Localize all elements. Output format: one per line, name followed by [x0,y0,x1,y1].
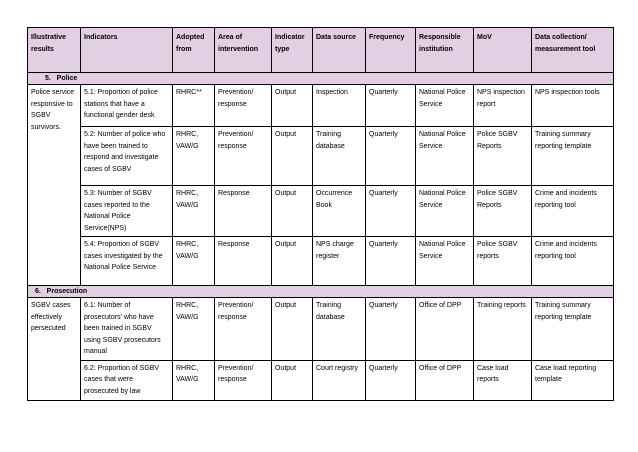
tool-cell: Crime and incidents reporting tool [532,186,614,237]
adopted-cell: RHRC, VAW/G [173,237,215,286]
header-responsible-institution: Responsible institution [416,28,474,73]
adopted-cell: RHRC** [173,85,215,127]
area-cell: Prevention/ response [215,127,272,186]
source-cell: Training database [313,127,366,186]
frequency-cell: Quarterly [366,237,416,286]
table-row [28,298,614,361]
header-area-of-intervention: Area of intervention [215,28,272,73]
source-cell: NPS charge register [313,237,366,286]
type-cell: Output [272,237,313,286]
document-page [27,27,613,401]
source-cell: Court registry [313,360,366,400]
mov-cell: Police SGBV Reports [474,127,532,186]
tool-cell: NPS inspection tools [532,85,614,127]
mov-cell: Training reports [474,298,532,361]
adopted-cell: RHRC, VAW/G [173,127,215,186]
tool-cell: Case load reporting template [532,360,614,400]
institution-cell: National Police Service [416,127,474,186]
area-cell: Prevention/ response [215,85,272,127]
table-row [28,360,614,400]
mov-cell: Police SGBV Reports [474,186,532,237]
institution-cell: National Police Service [416,85,474,127]
tool-cell: Training summary reporting template [532,298,614,361]
institution-cell: Office of DPP [416,298,474,361]
section-title: 6. Prosecution [35,288,88,295]
mov-cell: Case load reports [474,360,532,400]
header-indicators: Indicators [81,28,173,73]
header-adopted-from: Adopted from [173,28,215,73]
frequency-cell: Quarterly [366,186,416,237]
section-row-prosecution [28,286,614,298]
header-data-source: Data source [313,28,366,73]
header-indicator-type: Indicator type [272,28,313,73]
type-cell: Output [272,298,313,361]
header-frequency: Frequency [366,28,416,73]
adopted-cell: RHRC, VAW/G [173,360,215,400]
table-row [28,237,614,286]
table-row [28,186,614,237]
area-cell: Response [215,186,272,237]
header-illustrative-results: Illustrative results [28,28,81,73]
type-cell: Output [272,85,313,127]
tool-cell: Crime and incidents reporting tool [532,237,614,286]
table-row [28,85,614,127]
mov-cell: Police SGBV reports [474,237,532,286]
source-cell: Training database [313,298,366,361]
header-mov: MoV [474,28,532,73]
type-cell: Output [272,186,313,237]
indicator-cell: 6.2: Proportion of SGBV cases that were prosecuted by law [81,360,173,400]
indicator-cell: 5.3: Number of SGBV cases reported to the National Police Service(NPS) [81,186,173,237]
indicator-cell: 5.1: Proportion of police stations that have a functional gender desk [81,85,173,127]
tool-cell: Training summary reporting template [532,127,614,186]
header-data-collection-tool: Data collection/ measurement tool [532,28,614,73]
indicator-cell: 6.1: Number of prosecutors' who have been trained in SGBV using SGBV prosecutors manual [81,298,173,361]
frequency-cell: Quarterly [366,360,416,400]
illustrative-result-cell: SGBV cases effectively persecuted [28,298,81,401]
indicator-cell: 5.2: Number of police who have been trained to respond and investigate cases of SGBV [81,127,173,186]
section-title: 5. Police [45,75,78,82]
type-cell: Output [272,127,313,186]
illustrative-result-cell: Police service responsive to SGBV survivors. [28,85,81,286]
frequency-cell: Quarterly [366,127,416,186]
institution-cell: National Police Service [416,237,474,286]
source-cell: Occurrence Book [313,186,366,237]
area-cell: Prevention/ response [215,360,272,400]
header-row [28,28,614,73]
institution-cell: Office of DPP [416,360,474,400]
mov-cell: NPS inspection report [474,85,532,127]
type-cell: Output [272,360,313,400]
area-cell: Response [215,237,272,286]
table-row [28,127,614,186]
indicator-cell: 5.4: Proportion of SGBV cases investigated by the National Police Service [81,237,173,286]
frequency-cell: Quarterly [366,298,416,361]
adopted-cell: RHRC, VAW/G [173,186,215,237]
source-cell: Inspection [313,85,366,127]
institution-cell: National Police Service [416,186,474,237]
area-cell: Prevention/ response [215,298,272,361]
section-row-police [28,73,614,85]
indicator-table [27,27,614,401]
adopted-cell: RHRC, VAW/G [173,298,215,361]
frequency-cell: Quarterly [366,85,416,127]
